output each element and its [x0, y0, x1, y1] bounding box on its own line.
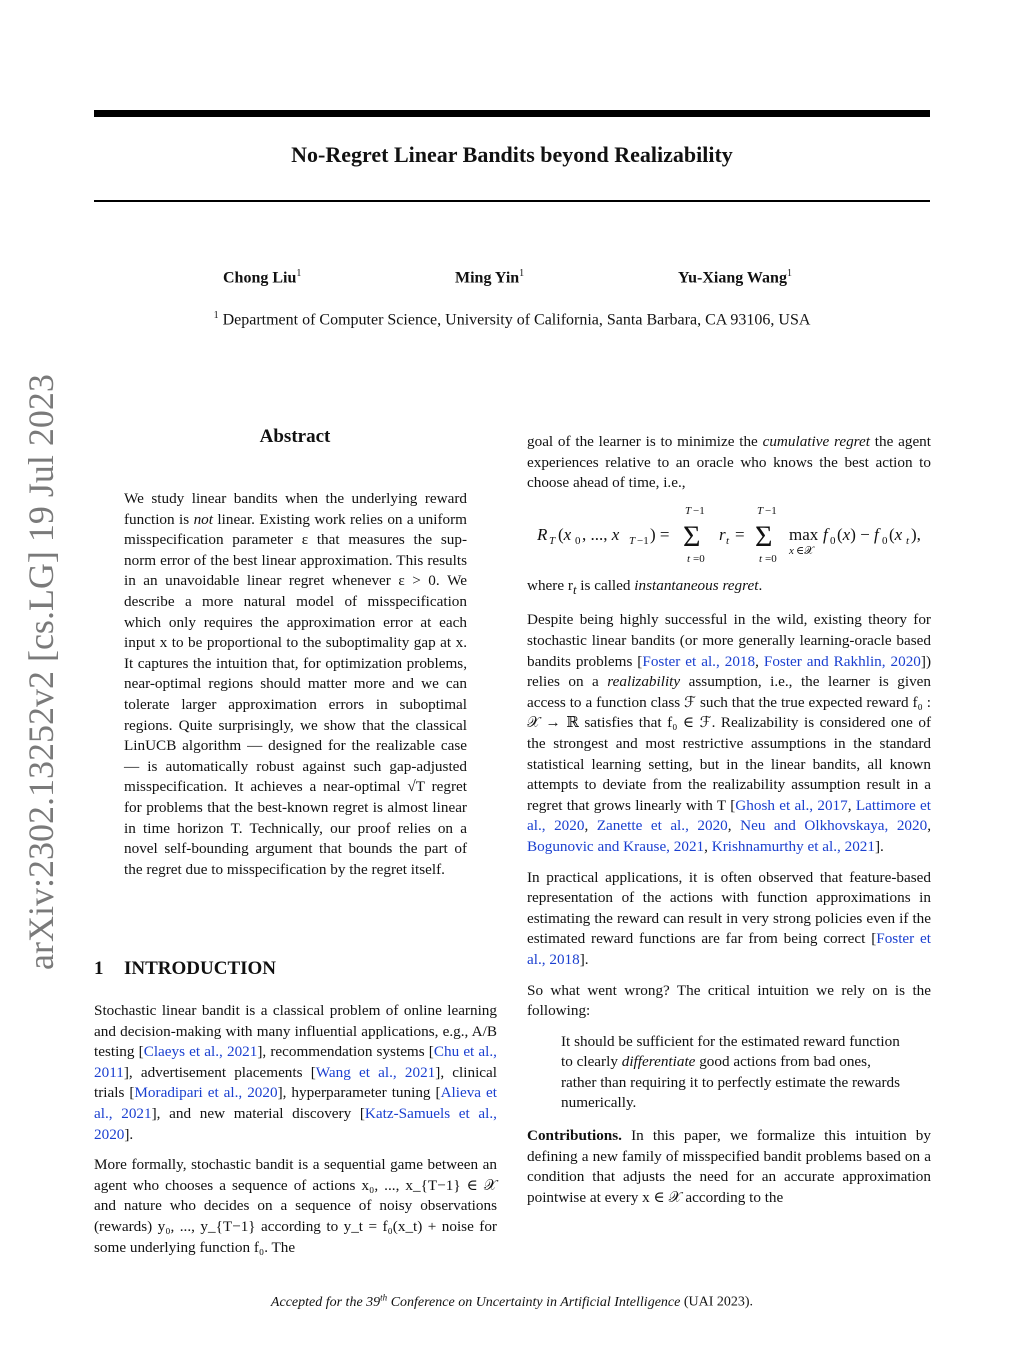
practical-paragraph: In practical applications, it is often observed that feature-based representation of the actions with function approximations in estimating the reward can result in very strong policies even if the estimated reward functions are far from being correct [Foster et al., 2018]. — [527, 868, 931, 968]
left-column — [94, 1001, 497, 1268]
citation-ghosh[interactable]: Ghosh et al., 2017 — [735, 796, 848, 814]
svg-text:=0: =0 — [765, 552, 777, 564]
svg-text:),: ), — [911, 524, 921, 544]
contributions-paragraph: Contributions. In this paper, we formalize this intuition by defining a new family of misspecified bandit problems based on a condition that adjusts the need for an accurate approximation pointwise at every x ∈ 𝒳 according to the — [527, 1127, 931, 1206]
svg-text:−1: −1 — [693, 504, 705, 517]
svg-text:T: T — [549, 534, 556, 547]
abstract-body: We study linear bandits when the underlying reward function is not linear. Existing work relies on a uniform misspecification parameter ε that measures the sup-norm error of the best linear approximation. This results in an unavoidable linear regret whenever ε > 0. We describe a more natural model of misspecification which only requires the approximation error at each input x to be proportional to the suboptimality gap at x. It captures the intuition that, for optimization problems, near-optimal regions should matter more and we can tolerate larger approximation errors in suboptimal regions. Quite surprisingly, we show that the classical LinUCB algorithm — designed for the realizable case — is automatically robust against such gap-adjusted misspecification. It achieves a near-optimal √T regret for problems that the best-known regret is almost linear in time horizon T. Technically, our proof relies on a novel self-bounding argument that bounds the part of the regret due to misspecification by the regret itself. — [124, 490, 467, 878]
svg-text:0: 0 — [830, 534, 836, 547]
top-rule — [94, 110, 930, 117]
citation-wang[interactable]: Wang et al., 2021 — [315, 1063, 436, 1081]
intro-paragraph-1: Stochastic linear bandit is a classical problem of online learning and decision-making with many influential applications, e.g., A/B testing [Claeys et al., 2021], recommendation systems [Chu et al., 2011], advertisement placements [Wang et al., 2021], clinical trials [Moradipari et al., 2020], hyperparameter tuning [Alieva et al., 2021], and new material discovery [Katz-Samuels et al., 2020]. — [94, 1002, 497, 1143]
svg-text:max: max — [789, 524, 819, 544]
svg-text:0: 0 — [882, 534, 888, 547]
citation-foster-rakhlin[interactable]: Foster and Rakhlin, 2020 — [763, 652, 921, 670]
citation-moradipari[interactable]: Moradipari et al., 2020 — [134, 1084, 278, 1102]
right-column — [527, 432, 931, 1218]
title-rule — [94, 200, 930, 202]
svg-text:t: t — [759, 552, 763, 564]
citation-katz-samuels[interactable]: Katz-Samuels et al., 2020 — [94, 1104, 497, 1143]
affiliation: $^1$ Department of Computer Science, University of California, Santa Barbara, CA 93106, USA — [213, 310, 811, 329]
svg-text:∈𝒳: ∈𝒳 — [796, 544, 814, 557]
svg-text:(x: (x — [558, 524, 572, 544]
citation-foster-2018-b[interactable]: Foster et al., 2018 — [527, 930, 931, 968]
citation-bogunovic[interactable]: Bogunovic and Krause, 2021 — [527, 837, 705, 855]
svg-text:, ..., x: , ..., x — [582, 524, 620, 544]
svg-text:=: = — [735, 524, 745, 544]
section-heading: 1 INTRODUCTION — [94, 958, 277, 979]
regret-equation-svg — [537, 504, 937, 564]
author-1: Chong Liu$^1$ — [223, 268, 302, 287]
svg-text:T: T — [629, 534, 636, 547]
svg-text:t: t — [906, 534, 910, 547]
citation-lattimore[interactable]: Lattimore et al., 2020 — [527, 796, 932, 835]
svg-text:x: x — [789, 544, 794, 557]
svg-text:R: R — [537, 524, 548, 544]
svg-text:t: t — [726, 534, 730, 547]
paper-title: No-Regret Linear Bandits beyond Realizability — [291, 142, 733, 167]
regret-paragraph: goal of the learner is to minimize the cumulative regret the agent experiences relative to an oracle who knows the best action to choose ahead of time, i.e., — [527, 433, 931, 492]
svg-text:−1: −1 — [637, 534, 649, 547]
svg-text:(x: (x — [889, 524, 903, 544]
regret-equation — [537, 504, 931, 564]
citation-krishnamurthy[interactable]: Krishnamurthy et al., 2021 — [711, 837, 875, 855]
citation-zanette[interactable]: Zanette et al., 2020 — [596, 817, 728, 835]
svg-text:r: r — [719, 524, 726, 544]
key-intuition-quote: It should be sufficient for the estimated reward function to clearly differentiate good actions from bad ones, rather than requiring it to perfectly estimate the rewards numerically. — [561, 1032, 901, 1112]
citation-chu[interactable]: Chu et al., 2011 — [94, 1043, 497, 1081]
svg-text:−1: −1 — [765, 504, 777, 517]
abstract-heading: Abstract — [259, 426, 331, 447]
svg-text:Σ: Σ — [755, 519, 773, 553]
svg-text:f: f — [823, 524, 828, 544]
citation-foster-2018[interactable]: Foster et al., 2018 — [642, 652, 756, 670]
svg-text:=0: =0 — [693, 552, 705, 564]
citation-neu[interactable]: Neu and Olkhovskaya, 2020 — [740, 817, 928, 835]
author-3: Yu-Xiang Wang$^1$ — [678, 268, 792, 287]
instantaneous-regret-line: where $r_t$ is called instantaneous regret. — [527, 576, 763, 597]
svg-text:) =: ) = — [650, 524, 670, 544]
arxiv-identifier: arXiv:2302.13252v2 [cs.LG] 19 Jul 2023 — [21, 374, 61, 970]
svg-text:Σ: Σ — [683, 519, 701, 553]
author-2: Ming Yin$^1$ — [455, 268, 525, 287]
svg-text:t: t — [687, 552, 691, 564]
venue-footer: Accepted for the 39th Conference on Uncertainty in Artificial Intelligence (UAI 2023). — [270, 1292, 754, 1310]
svg-text:(x) − f: (x) − f — [837, 524, 879, 544]
citation-alieva[interactable]: Alieva et al., 2021 — [94, 1084, 497, 1122]
realizability-paragraph: Despite being highly successful in the wild, existing theory for stochastic linear bandits (or more generally learning-oracle based bandits problems [Foster et al., 2018, Foster and Rakhlin, 2020]) relies on a realizability assumption, i.e., the learner is given access to a function class ℱ such that the true expected reward f₀ : 𝒳 → ℝ satisfies that f₀ ∈ ℱ. Realizability is considered one of the strongest and most restrictive assumptions in the standard statistical learning setting, but in the linear bandits, all known attempts to deviate from the realizability assumption result in a regret that grows linearly with T [Ghosh et al., 2017, Lattimore et al., 2020, Zanette et al., 2020, Neu and Olkhovskaya, 2020, Bogunovic and Krause, 2021, Krishnamurthy et al., 2021]. — [527, 611, 932, 855]
svg-text:T: T — [685, 504, 692, 517]
svg-text:T: T — [757, 504, 764, 517]
intro-paragraph-2: More formally, stochastic bandit is a sequential game between an agent who chooses a sequence of actions x₀, ..., x_{T−1} ∈ 𝒳 and nature who decides on a sequence of noisy observations (rewards) y₀, ..., y_{T−1} according to y_t = f₀(x_t) + noise for some underlying function f₀. The — [94, 1156, 497, 1256]
svg-text:0: 0 — [575, 534, 581, 547]
citation-claeys[interactable]: Claeys et al., 2021 — [143, 1043, 258, 1061]
intuition-paragraph: So what went wrong? The critical intuition we rely on is the following: — [527, 981, 931, 1020]
